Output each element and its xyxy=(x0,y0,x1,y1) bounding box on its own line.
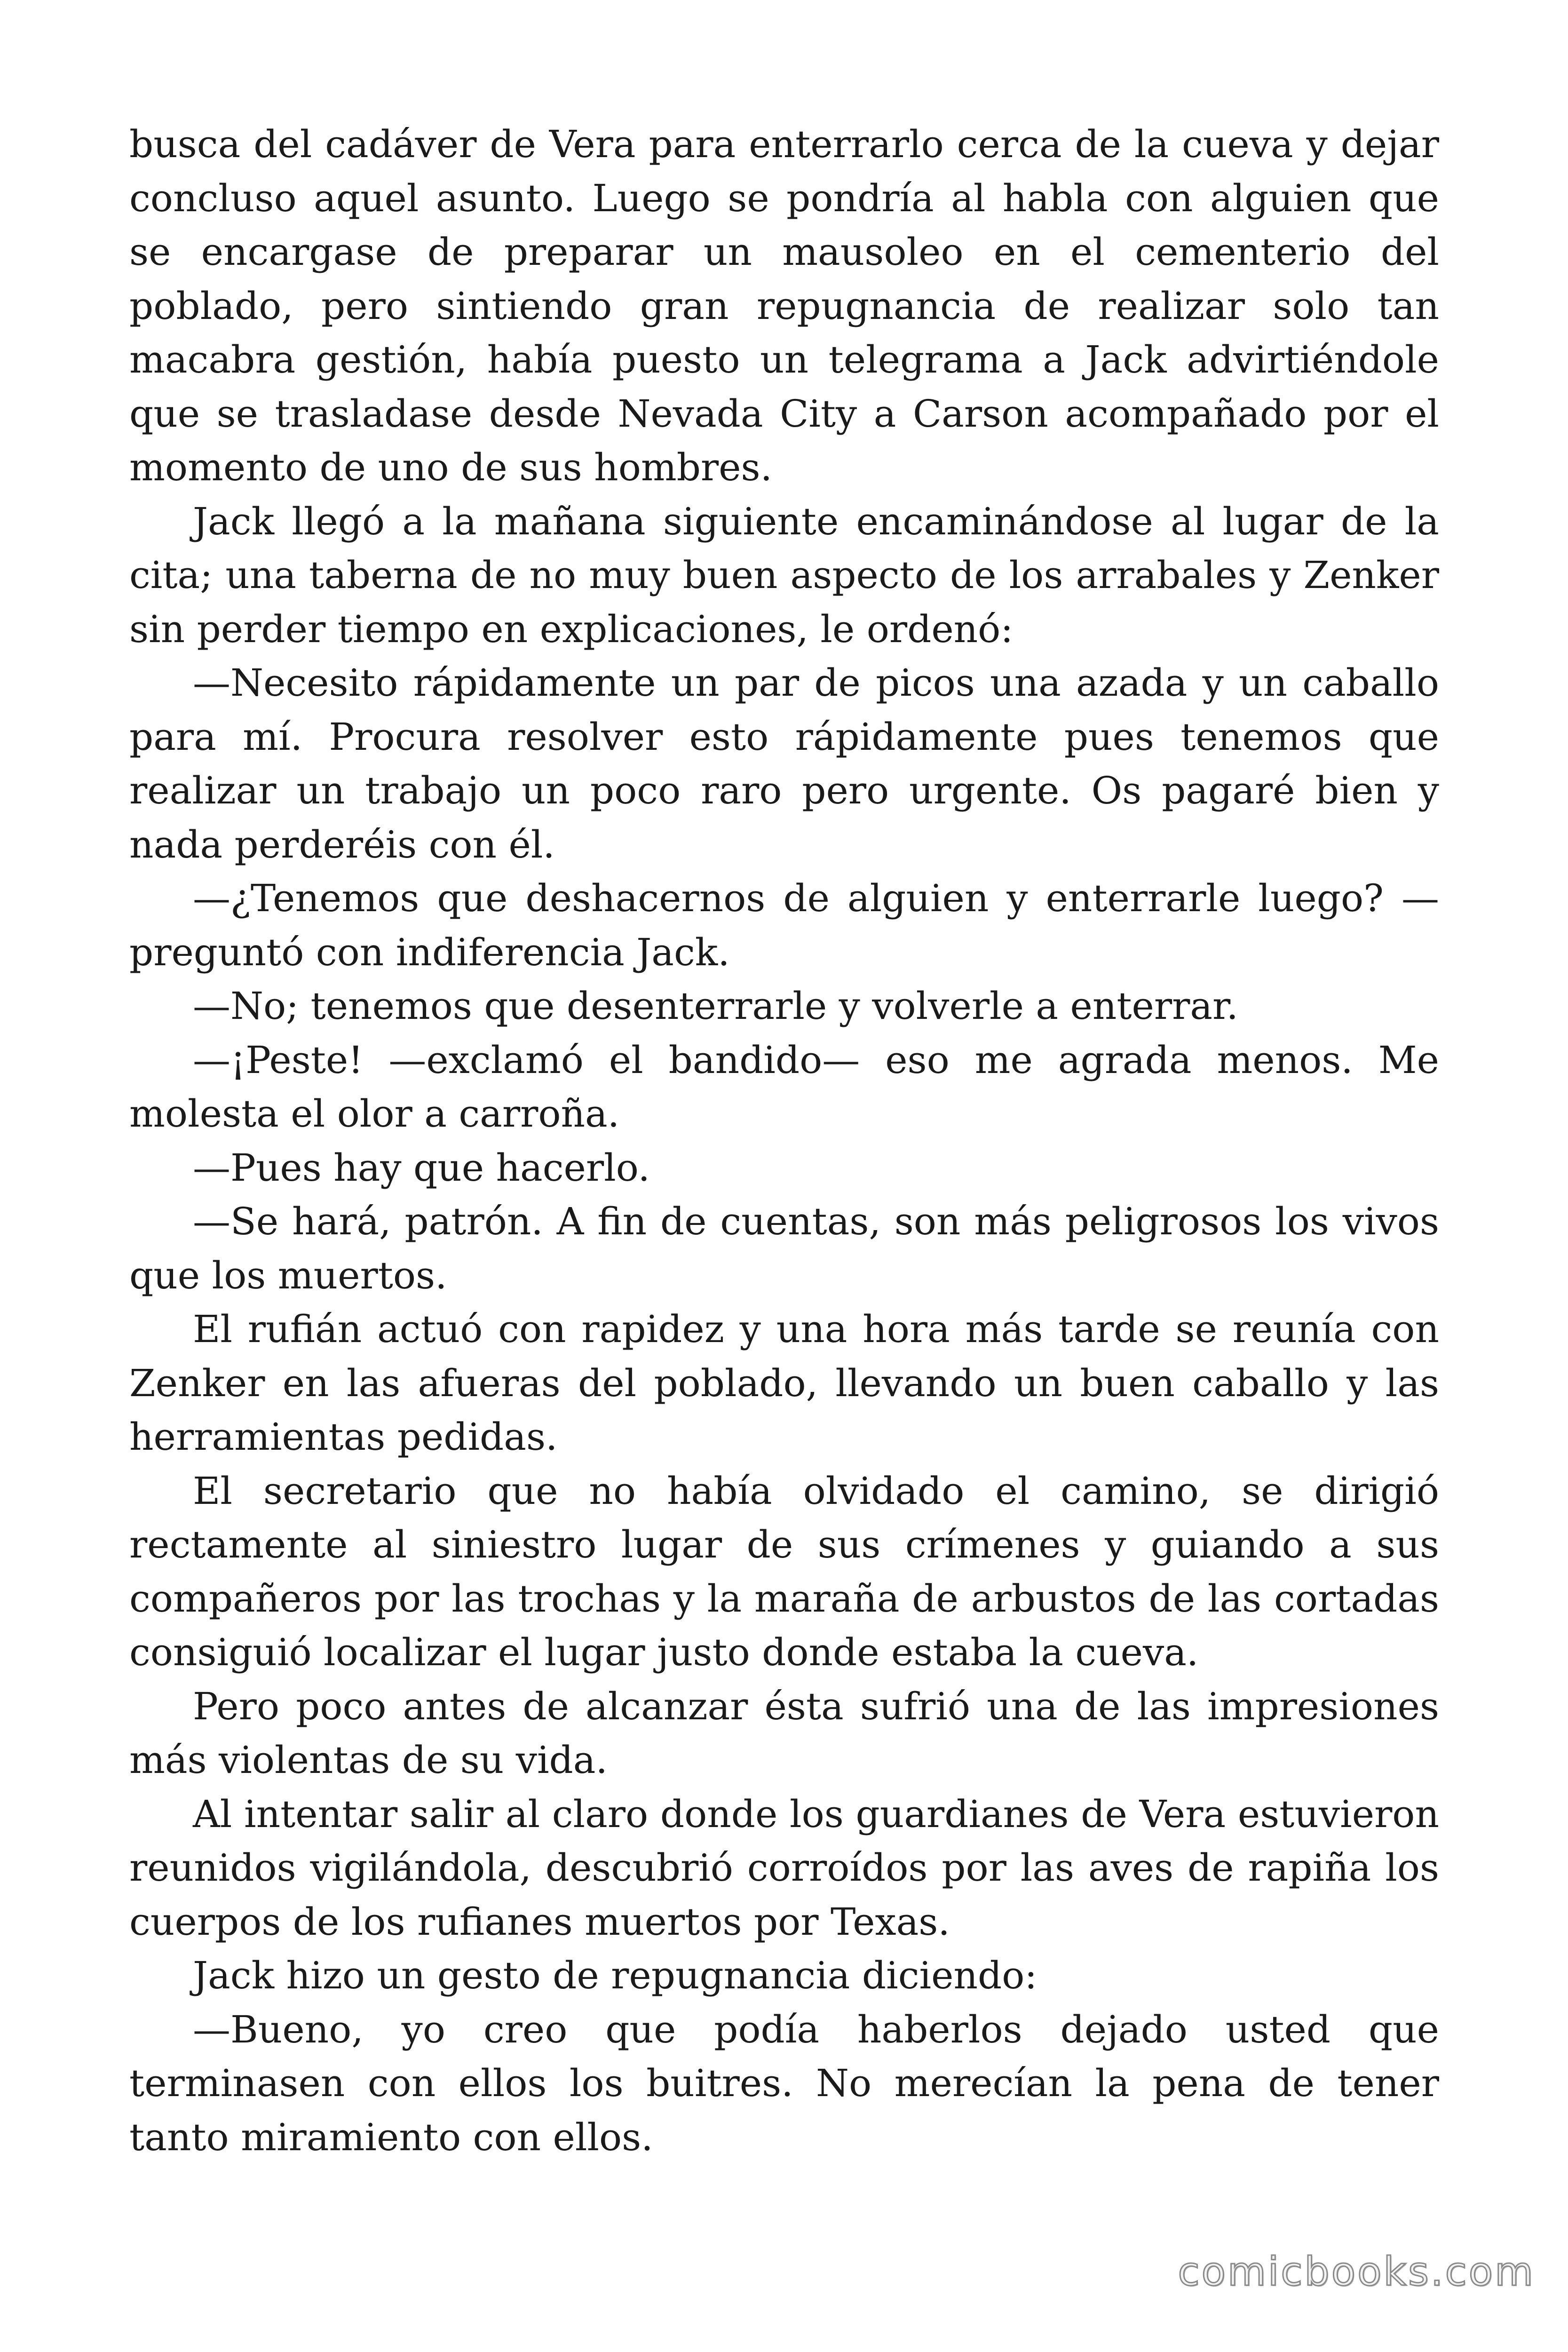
paragraph: —Pues hay que hacerlo. xyxy=(193,1145,650,1190)
paragraph: —¿Tenemos que deshacernos de alguien y enterrarle luego? —preguntó con indiferencia Jack. xyxy=(129,876,1439,974)
paragraph: —Se hará, patrón. A fin de cuentas, son más peligrosos los vivos que los muertos. xyxy=(129,1200,1439,1297)
paragraph: —Necesito rápidamente un par de picos una azada y un caballo para mí. Procura resolver esto rápidamente pues tenemos que realizar un trabajo un poco raro pero urgente. Os pagaré bien y nada perderéis con él. xyxy=(129,661,1439,866)
paragraph: Jack llegó a la mañana siguiente encaminándose al lugar de la cita; una taberna de no muy buen aspecto de los arrabales y Zenker sin perder tiempo en explicaciones, le ordenó: xyxy=(129,499,1439,651)
paragraph: busca del cadáver de Vera para enterrarlo cerca de la cueva y dejar concluso aquel asunto. Luego se pondría al habla con alguien que se encargase de preparar un mausoleo en el cementerio del poblado, pero sintiendo gran repugnancia de realizar solo tan macabra gestión, había puesto un telegrama a Jack advirtiéndole que se trasladase desde Nevada City a Carson acompañado por el momento de uno de sus hombres. xyxy=(129,122,1439,489)
paragraph: El rufián actuó con rapidez y una hora más tarde se reunía con Zenker en las afueras del poblado, llevando un buen caballo y las herramientas pedidas. xyxy=(129,1307,1439,1459)
paragraph: —No; tenemos que desenterrarle y volverle a enterrar. xyxy=(193,984,1238,1028)
paragraph: Al intentar salir al claro donde los guardianes de Vera estuvieron reunidos vigilándola, descubrió corroídos por las aves de rapiña los cuerpos de los rufianes muertos por Texas. xyxy=(129,1792,1439,1944)
watermark-text: comicbooks.com xyxy=(1178,2249,1535,2295)
body-text xyxy=(129,118,1439,2164)
paragraph: —Bueno, yo creo que podía haberlos dejado usted que terminasen con ellos los buitres. No merecían la pena de tener tanto miramiento con ellos. xyxy=(129,2007,1439,2159)
paragraph: —¡Peste! —exclamó el bandido— eso me agrada menos. Me molesta el olor a carroña. xyxy=(129,1038,1439,1136)
paragraph: Pero poco antes de alcanzar ésta sufrió una de las impresiones más violentas de su vida. xyxy=(129,1684,1439,1782)
paragraph: Jack hizo un gesto de repugnancia diciendo: xyxy=(193,1954,1037,1997)
paragraph: El secretario que no había olvidado el camino, se dirigió rectamente al siniestro lugar de sus crímenes y guiando a sus compañeros por las trochas y la maraña de arbustos de las cortadas consiguió localizar el lugar justo donde estaba la cueva. xyxy=(129,1469,1439,1674)
